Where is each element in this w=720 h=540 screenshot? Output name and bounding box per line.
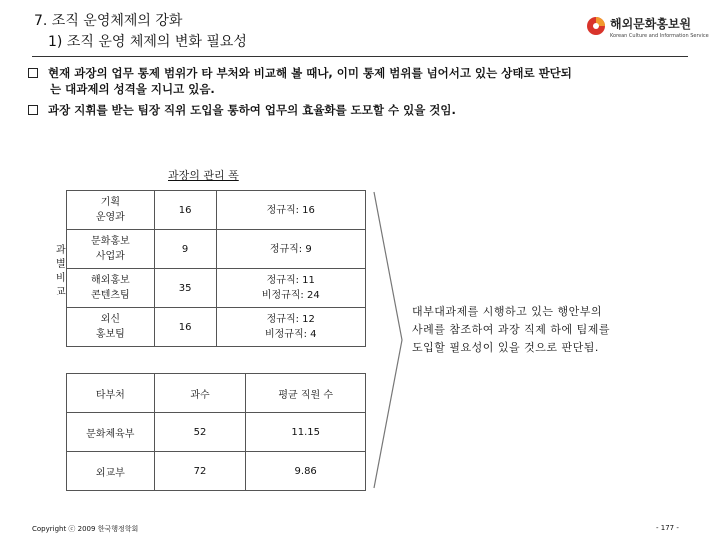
bullet-2-text: 과장 지휘를 받는 팀장 직위 도입을 통하여 업무의 효율화를 도모할 수 있을 것임. [48, 103, 456, 117]
checkbox-bullet-icon [28, 105, 38, 115]
chevron-right-arrow-icon [372, 190, 406, 490]
dept-cell: 문화홍보 사업과 [67, 230, 155, 269]
bullet-1 [28, 65, 688, 97]
side-label-char: 과 [56, 245, 66, 256]
bullet-1-line2: 는 대과제의 성격을 지니고 있음. [50, 82, 215, 96]
page-subtitle: 1) 조직 운영 체제의 변화 필요성 [48, 34, 247, 50]
table-row [67, 269, 366, 308]
logo-icon [586, 16, 606, 36]
count-cell: 52 [154, 413, 246, 452]
checkbox-bullet-icon [28, 68, 38, 78]
staff-cell: 정규직: 16 [216, 191, 365, 230]
count-cell: 16 [154, 191, 216, 230]
logo-subtitle: Korean Culture and Information Service [610, 33, 709, 39]
avg-cell: 9.86 [246, 452, 366, 491]
logo-name: 해외문화홍보원 [610, 17, 692, 31]
ministry-cell: 외교부 [67, 452, 155, 491]
bullet-1-line1: 현재 과장의 업무 통제 범위가 타 부처와 비교해 볼 때나, 이미 통제 범위를 넘어서고 있는 상태로 판단되 [48, 66, 572, 80]
note-line: 도입할 필요성이 있을 것으로 판단됨. [412, 341, 599, 354]
dept-cell: 외신 홍보팀 [67, 308, 155, 347]
staff-cell: 정규직: 12 비정규직: 4 [216, 308, 365, 347]
header-cell: 평균 직원 수 [246, 374, 366, 413]
staff-cell: 정규직: 11 비정규직: 24 [216, 269, 365, 308]
table-row [67, 191, 366, 230]
table-row [67, 308, 366, 347]
note-line: 대부대과제를 시행하고 있는 행안부의 [412, 305, 603, 318]
other-ministries-table [66, 373, 366, 491]
header-cell: 과수 [154, 374, 246, 413]
section-title: 과장의 관리 폭 [168, 169, 239, 182]
table-header-row [67, 374, 366, 413]
copyright: Copyright ⓒ 2009 한국행정학회 [32, 525, 139, 533]
dept-cell: 기획 운영과 [67, 191, 155, 230]
note-line: 사례를 참조하여 과장 직제 하에 팀제를 [412, 323, 610, 336]
side-label-char: 교 [56, 287, 66, 298]
header-cell: 타부처 [67, 374, 155, 413]
side-label-char: 별 [56, 259, 66, 270]
page-number: - 177 - [656, 524, 679, 532]
count-cell: 9 [154, 230, 216, 269]
logo [586, 14, 709, 44]
staff-cell: 정규직: 9 [216, 230, 365, 269]
table-row [67, 452, 366, 491]
table1-side-label [56, 244, 66, 300]
side-label-char: 비 [56, 273, 66, 284]
table-row [67, 413, 366, 452]
count-cell: 72 [154, 452, 246, 491]
header-divider [32, 56, 688, 57]
page-title: 7. 조직 운영체제의 강화 [34, 13, 183, 29]
conclusion-note [412, 303, 610, 357]
ministry-cell: 문화체육부 [67, 413, 155, 452]
management-span-table [66, 190, 366, 347]
bullet-2 [28, 102, 688, 118]
table-row [67, 230, 366, 269]
dept-cell: 해외홍보 콘텐츠팀 [67, 269, 155, 308]
count-cell: 16 [154, 308, 216, 347]
avg-cell: 11.15 [246, 413, 366, 452]
count-cell: 35 [154, 269, 216, 308]
